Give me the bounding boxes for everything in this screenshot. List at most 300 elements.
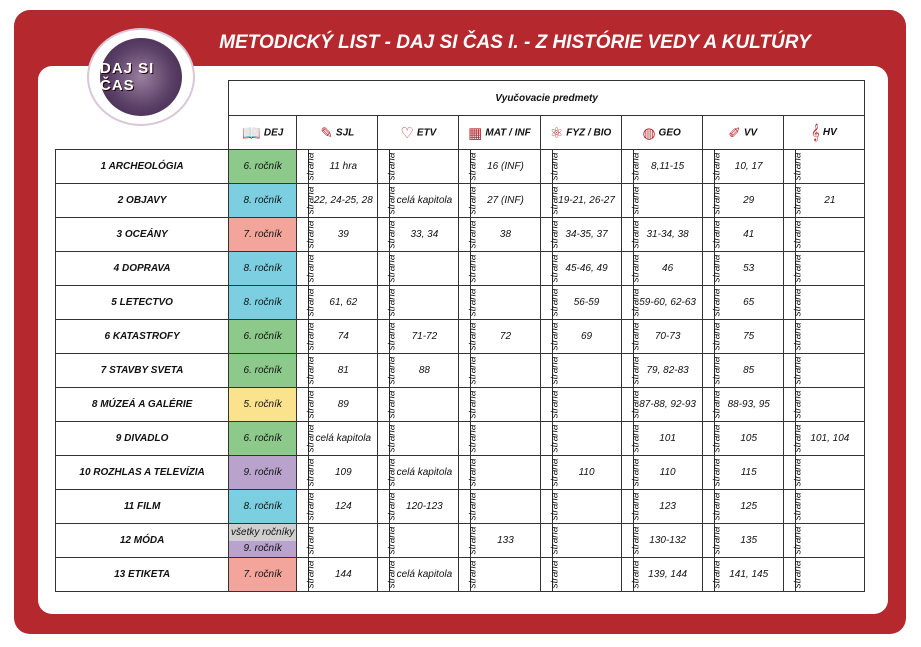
page-label: strana <box>792 288 804 317</box>
page-label: strana <box>386 560 398 589</box>
page-label-cell <box>297 490 317 524</box>
page-label: strana <box>467 526 479 555</box>
page-value-cell <box>471 354 540 388</box>
page-label-cell <box>297 150 317 184</box>
page-label: strana <box>548 424 560 453</box>
subject-label: SJL <box>335 127 355 139</box>
page-label: strana <box>792 322 804 351</box>
page-value-cell <box>471 252 540 286</box>
page-value-cell: 71-72 <box>390 320 459 354</box>
table-row <box>56 286 865 320</box>
page-label: strana <box>548 220 560 249</box>
page-label-cell <box>297 558 317 592</box>
grade-segment: 9. ročník <box>229 541 296 558</box>
page-value-cell <box>471 456 540 490</box>
page-value-cell: 38 <box>471 218 540 252</box>
page-label-cell <box>297 354 317 388</box>
page-label: strana <box>629 322 641 351</box>
page-value-cell <box>633 184 702 218</box>
page-value-cell: 89 <box>309 388 378 422</box>
page-value-cell: 101 <box>633 422 702 456</box>
page-label: strana <box>629 356 641 385</box>
page-label: strana <box>548 356 560 385</box>
page-value-cell: 125 <box>714 490 783 524</box>
page-label-cell <box>459 218 479 252</box>
topic-cell: 5 LETECTVO <box>56 286 229 320</box>
grade-segment: všetky ročníky <box>229 524 296 541</box>
page-label: strana <box>711 390 723 419</box>
page-label: strana <box>386 390 398 419</box>
table-row <box>56 524 865 558</box>
page-label-cell <box>378 286 398 320</box>
topic-cell: 6 KATASTROFY <box>56 320 229 354</box>
subject-label: DEJ <box>263 127 284 139</box>
page-value-cell: 135 <box>714 524 783 558</box>
page-label: strana <box>711 492 723 521</box>
page-value-cell: 8,11-15 <box>633 150 702 184</box>
page-value-cell: 59-60, 62-63 <box>633 286 702 320</box>
page-value-cell: 29 <box>714 184 783 218</box>
table-row <box>56 422 865 456</box>
grade-cell: 8. ročník <box>229 286 297 320</box>
table-row <box>56 388 865 422</box>
page-label-cell <box>297 388 317 422</box>
page-label: strana <box>386 220 398 249</box>
page-label-cell <box>540 524 560 558</box>
page-label-cell <box>540 490 560 524</box>
page-label: strana <box>386 356 398 385</box>
page-value-cell: 75 <box>714 320 783 354</box>
page-value-cell <box>795 388 864 422</box>
page-label: strana <box>792 458 804 487</box>
page-label: strana <box>548 390 560 419</box>
page-label-cell <box>621 150 641 184</box>
page-label: strana <box>467 220 479 249</box>
page-value-cell <box>795 558 864 592</box>
subject-header-etv <box>378 116 459 150</box>
page-value-cell: 11 hra <box>309 150 378 184</box>
topic-cell: 12 MÓDA <box>56 524 229 558</box>
page-label: strana <box>386 526 398 555</box>
page-label-cell <box>783 150 804 184</box>
logo-text: DAJ SI ČAS <box>100 60 155 94</box>
page-value-cell: 144 <box>309 558 378 592</box>
page-label-cell <box>378 218 398 252</box>
page-label: strana <box>711 288 723 317</box>
page-label-cell <box>459 252 479 286</box>
page-title: METODICKÝ LIST - DAJ SI ČAS I. - Z HISTÓRIE VEDY A KULTÚRY <box>219 32 811 53</box>
grade-cell: 8. ročník <box>229 490 297 524</box>
page-value-cell <box>795 456 864 490</box>
page-value-cell: 101, 104 <box>795 422 864 456</box>
page-label-cell <box>702 286 723 320</box>
page-label-cell <box>702 388 723 422</box>
page-label-cell <box>459 184 479 218</box>
page-label-cell <box>702 524 723 558</box>
page-label: strana <box>629 492 641 521</box>
page-value-cell <box>795 286 864 320</box>
page-label-cell <box>621 252 641 286</box>
page-value-cell <box>471 388 540 422</box>
page-value-cell <box>552 150 621 184</box>
topic-cell: 10 ROZHLAS A TELEVÍZIA <box>56 456 229 490</box>
topic-cell: 1 ARCHEOLÓGIA <box>56 150 229 184</box>
page-label-cell <box>621 354 641 388</box>
page-label-cell <box>297 456 317 490</box>
page-value-cell: 10, 17 <box>714 150 783 184</box>
page-label-cell <box>702 150 723 184</box>
table-row <box>56 252 865 286</box>
page-label-cell <box>459 490 479 524</box>
heart-hand-icon: ♡ <box>400 124 414 142</box>
page-label-cell <box>378 252 398 286</box>
page-value-cell: 61, 62 <box>309 286 378 320</box>
table-row <box>56 320 865 354</box>
topic-cell: 3 OCEÁNY <box>56 218 229 252</box>
page-label-cell <box>702 558 723 592</box>
page-label: strana <box>711 356 723 385</box>
page-label: strana <box>792 220 804 249</box>
page-label: strana <box>792 560 804 589</box>
page-label-cell <box>702 252 723 286</box>
table-row <box>56 558 865 592</box>
page-label: strana <box>629 288 641 317</box>
page-value-cell <box>795 252 864 286</box>
page-value-cell <box>390 422 459 456</box>
page-label: strana <box>467 424 479 453</box>
page-label: strana <box>711 186 723 215</box>
page-label: strana <box>629 220 641 249</box>
page-value-cell: 69 <box>552 320 621 354</box>
page-value-cell: 81 <box>309 354 378 388</box>
book-icon: 📖 <box>242 124 261 142</box>
page-value-cell <box>795 354 864 388</box>
subject-label: FYZ / BIO <box>566 127 612 139</box>
page-label-cell <box>783 524 804 558</box>
page-label-cell <box>378 524 398 558</box>
subject-label: VV <box>743 127 758 139</box>
page-label: strana <box>305 526 317 555</box>
page-label-cell <box>702 320 723 354</box>
page-label: strana <box>305 288 317 317</box>
page-label-cell <box>459 558 479 592</box>
page-label-cell <box>540 218 560 252</box>
table-row <box>56 456 865 490</box>
page-value-cell: 74 <box>309 320 378 354</box>
page-value-cell <box>471 286 540 320</box>
page-label: strana <box>629 254 641 283</box>
page-label: strana <box>548 288 560 317</box>
page-label: strana <box>467 288 479 317</box>
page-value-cell: 110 <box>633 456 702 490</box>
topic-cell: 8 MÚZEÁ A GALÉRIE <box>56 388 229 422</box>
page-label-cell <box>540 320 560 354</box>
page-value-cell <box>795 150 864 184</box>
methodology-table <box>55 80 865 592</box>
topic-cell: 11 FILM <box>56 490 229 524</box>
subject-header-mat-inf <box>459 116 540 150</box>
page-label-cell <box>621 524 641 558</box>
calculator-icon: ▦ <box>468 124 483 142</box>
page-label-cell <box>621 320 641 354</box>
page-value-cell: 22, 24-25, 28 <box>309 184 378 218</box>
page-label: strana <box>467 152 479 181</box>
grade-cell: 6. ročník <box>229 354 297 388</box>
page-label-cell <box>540 558 560 592</box>
page-label-cell <box>702 422 723 456</box>
page-value-cell: 139, 144 <box>633 558 702 592</box>
page-label: strana <box>305 492 317 521</box>
page-label-cell <box>459 286 479 320</box>
page-label: strana <box>792 424 804 453</box>
page-label-cell <box>702 184 723 218</box>
page-label-cell <box>783 456 804 490</box>
page-label-cell <box>378 184 398 218</box>
topic-cell: 7 STAVBY SVETA <box>56 354 229 388</box>
page-label: strana <box>629 458 641 487</box>
page-value-cell <box>390 286 459 320</box>
page-label-cell <box>378 320 398 354</box>
page-label-cell <box>297 320 317 354</box>
page-label: strana <box>467 322 479 351</box>
page-value-cell: 109 <box>309 456 378 490</box>
page-value-cell: 72 <box>471 320 540 354</box>
page-value-cell: celá kapitola <box>390 558 459 592</box>
page-label: strana <box>792 390 804 419</box>
page-label: strana <box>629 560 641 589</box>
page-label-cell <box>540 388 560 422</box>
page-label: strana <box>386 322 398 351</box>
page-label-cell <box>378 558 398 592</box>
page-value-cell: 105 <box>714 422 783 456</box>
page-label: strana <box>305 458 317 487</box>
page-label-cell <box>459 354 479 388</box>
page-value-cell: 53 <box>714 252 783 286</box>
subject-label: ETV <box>416 127 437 139</box>
subject-header-sjl <box>297 116 378 150</box>
page-label-cell <box>297 218 317 252</box>
page-label-cell <box>783 184 804 218</box>
grade-cell: 6. ročník <box>229 422 297 456</box>
subjects-caption: Vyučovacie predmety <box>229 81 865 116</box>
page-label-cell <box>378 388 398 422</box>
page-value-cell <box>390 388 459 422</box>
page-value-cell: 141, 145 <box>714 558 783 592</box>
grade-cell: 7. ročník <box>229 558 297 592</box>
subject-label: HV <box>822 127 837 139</box>
page-value-cell: 19-21, 26-27 <box>552 184 621 218</box>
page-value-cell: 88-93, 95 <box>714 388 783 422</box>
page-label: strana <box>305 560 317 589</box>
page-value-cell <box>795 320 864 354</box>
page-value-cell: 87-88, 92-93 <box>633 388 702 422</box>
page-label-cell <box>621 558 641 592</box>
page-label-cell <box>783 354 804 388</box>
page-label-cell <box>459 422 479 456</box>
page-label-cell <box>297 252 317 286</box>
page-label: strana <box>792 356 804 385</box>
table-row <box>56 184 865 218</box>
page-label-cell <box>540 252 560 286</box>
corner-cell <box>56 81 229 150</box>
page-value-cell: 39 <box>309 218 378 252</box>
page-label-cell <box>540 150 560 184</box>
page-label-cell <box>459 150 479 184</box>
grade-cell: 9. ročník <box>229 456 297 490</box>
page-label-cell <box>702 218 723 252</box>
page-label: strana <box>548 322 560 351</box>
page-value-cell <box>390 524 459 558</box>
page-value-cell <box>552 422 621 456</box>
page-label-cell <box>378 490 398 524</box>
page-value-cell <box>390 252 459 286</box>
table-row <box>56 218 865 252</box>
page-label: strana <box>305 186 317 215</box>
page-label: strana <box>386 288 398 317</box>
page-label: strana <box>386 186 398 215</box>
page-label: strana <box>386 254 398 283</box>
page-label: strana <box>548 560 560 589</box>
page-value-cell: 85 <box>714 354 783 388</box>
page-label: strana <box>305 152 317 181</box>
page-label-cell <box>540 354 560 388</box>
page-value-cell <box>552 490 621 524</box>
page-label: strana <box>548 186 560 215</box>
page-value-cell: 56-59 <box>552 286 621 320</box>
page-label: strana <box>711 322 723 351</box>
page-value-cell: celá kapitola <box>390 184 459 218</box>
page-label-cell <box>621 490 641 524</box>
treble-clef-icon: 𝄞 <box>810 124 820 141</box>
subject-label: MAT / INF <box>485 127 531 139</box>
table-row <box>56 150 865 184</box>
page-label: strana <box>305 220 317 249</box>
subject-header-dej <box>229 116 297 150</box>
page-label: strana <box>629 152 641 181</box>
page-value-cell: 21 <box>795 184 864 218</box>
page-label: strana <box>548 254 560 283</box>
page-label-cell <box>621 388 641 422</box>
page-label-cell <box>702 456 723 490</box>
page-value-cell: 79, 82-83 <box>633 354 702 388</box>
page-value-cell: 46 <box>633 252 702 286</box>
page-value-cell: 88 <box>390 354 459 388</box>
page-value-cell: 31-34, 38 <box>633 218 702 252</box>
page-label: strana <box>467 356 479 385</box>
page-label: strana <box>305 424 317 453</box>
page-value-cell <box>309 524 378 558</box>
page-label: strana <box>548 526 560 555</box>
page-label: strana <box>629 424 641 453</box>
topic-cell: 2 OBJAVY <box>56 184 229 218</box>
page-label-cell <box>459 388 479 422</box>
page-label-cell <box>297 422 317 456</box>
page-label: strana <box>711 526 723 555</box>
subject-header-vv <box>702 116 783 150</box>
page-label-cell <box>297 184 317 218</box>
page-value-cell: 27 (INF) <box>471 184 540 218</box>
page-label: strana <box>467 492 479 521</box>
page-label-cell <box>459 524 479 558</box>
page-value-cell: 65 <box>714 286 783 320</box>
page-label: strana <box>305 322 317 351</box>
page-label: strana <box>305 390 317 419</box>
page-label: strana <box>467 458 479 487</box>
page-label-cell <box>459 320 479 354</box>
page-value-cell <box>471 558 540 592</box>
grade-cell <box>229 524 297 558</box>
page-label-cell <box>702 354 723 388</box>
page-value-cell <box>795 218 864 252</box>
page-label-cell <box>621 456 641 490</box>
page-label-cell <box>459 456 479 490</box>
page-label-cell <box>783 286 804 320</box>
subject-header-geo <box>621 116 702 150</box>
page-value-cell: 34-35, 37 <box>552 218 621 252</box>
grade-cell: 7. ročník <box>229 218 297 252</box>
palette-icon: ✐ <box>728 124 741 142</box>
subject-header-hv <box>783 116 864 150</box>
page-label-cell <box>540 286 560 320</box>
notebook-pen-icon: ✎ <box>320 124 333 142</box>
page-label: strana <box>792 254 804 283</box>
page-label-cell <box>378 422 398 456</box>
page-value-cell: 110 <box>552 456 621 490</box>
page-label-cell <box>783 320 804 354</box>
subject-label: GEO <box>658 127 681 139</box>
page-label: strana <box>305 254 317 283</box>
page-label: strana <box>629 186 641 215</box>
page-label: strana <box>467 254 479 283</box>
page-label: strana <box>711 220 723 249</box>
page-value-cell <box>390 150 459 184</box>
grade-cell: 6. ročník <box>229 320 297 354</box>
page-value-cell <box>309 252 378 286</box>
page-label: strana <box>711 560 723 589</box>
page-label-cell <box>378 150 398 184</box>
table-row <box>56 354 865 388</box>
page-value-cell: celá kapitola <box>309 422 378 456</box>
table-row <box>56 490 865 524</box>
page-label-cell <box>621 286 641 320</box>
page-value-cell: 123 <box>633 490 702 524</box>
page-label-cell <box>378 354 398 388</box>
page-value-cell <box>552 388 621 422</box>
page-label-cell <box>378 456 398 490</box>
page-value-cell <box>552 558 621 592</box>
page-label: strana <box>792 152 804 181</box>
page-value-cell <box>471 490 540 524</box>
page-value-cell: 33, 34 <box>390 218 459 252</box>
page-label-cell <box>702 490 723 524</box>
page-label: strana <box>792 186 804 215</box>
page-label: strana <box>711 152 723 181</box>
grade-cell: 8. ročník <box>229 184 297 218</box>
page-value-cell: 124 <box>309 490 378 524</box>
page-label: strana <box>711 424 723 453</box>
page-label-cell <box>783 388 804 422</box>
page-label: strana <box>386 458 398 487</box>
subject-header-fyz-bio <box>540 116 621 150</box>
globe-icon: ◍ <box>642 124 656 142</box>
page-label: strana <box>467 560 479 589</box>
topic-cell: 9 DIVADLO <box>56 422 229 456</box>
page-label-cell <box>540 422 560 456</box>
page-value-cell <box>471 422 540 456</box>
page-value-cell: 45-46, 49 <box>552 252 621 286</box>
page-label-cell <box>621 422 641 456</box>
page-label-cell <box>621 184 641 218</box>
